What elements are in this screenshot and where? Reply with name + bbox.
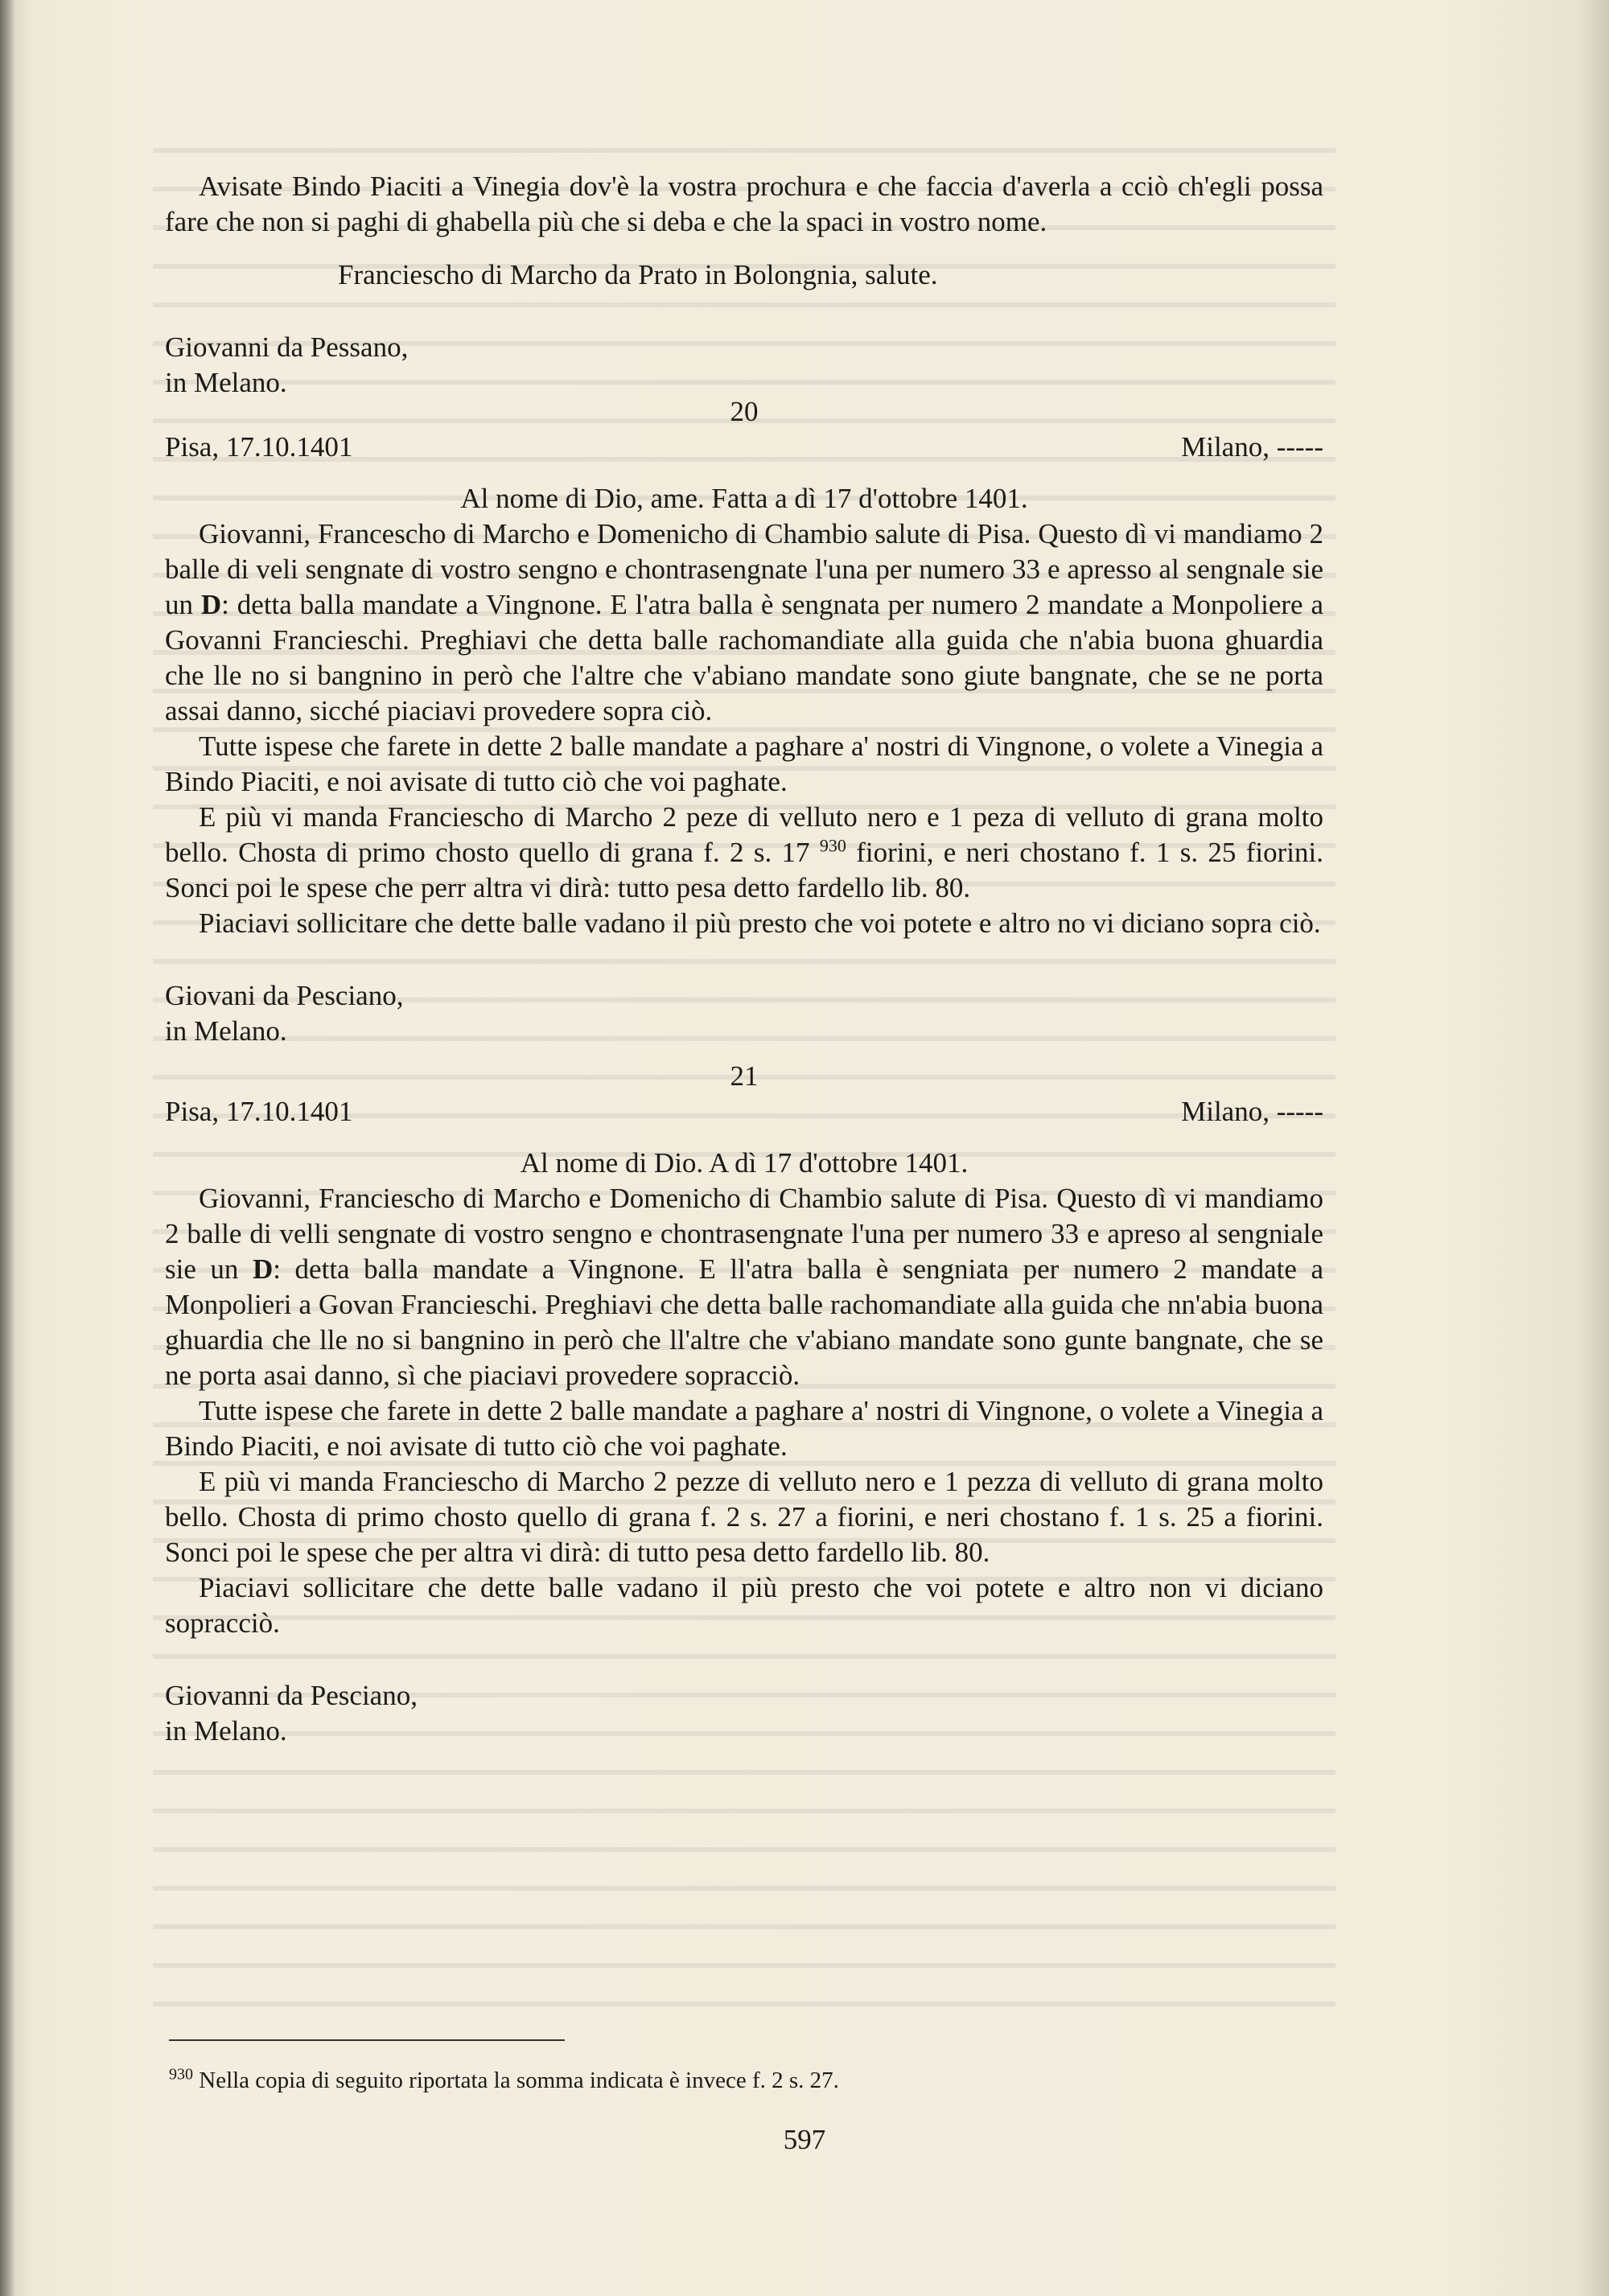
bold-mark: D <box>200 589 222 620</box>
page-body <box>165 169 1323 1749</box>
intro-address <box>165 330 1323 401</box>
letter-20-date-left: Pisa, 17.10.1401 <box>165 431 353 463</box>
letter-21-paragraph-4: Piaciavi sollicitare che dette balle vadano il più presto che voi potete e altro non vi diciano sopracciò. <box>165 1572 1323 1639</box>
intro-salute: Franciescho di Marcho da Prato in Bolongnia, salute. <box>338 259 938 290</box>
address-name: Giovanni da Pessano, <box>165 331 409 363</box>
letter-21-paragraph-3: E più vi manda Franciescho di Marcho 2 pezze di velluto nero e 1 pezza di velluto di grana molto bello. Chosta di primo chosto quello di grana f. 2 s. 27 a fiorini, e neri chostano f. 1 s. 25 a fiorini. Sonci poi le spese che per altra vi dirà: di tutto pesa detto fardello lib. 80. <box>165 1466 1323 1568</box>
text-run: Giovanni, Franciescho di Marcho e Domenicho di Chambio salute di Pisa. Questo dì vi mandiamo 2 balle di velli sengnate di vostro sengno e chontrasengnate l'una per numero 33 e apreso al sengniale sie un <box>165 1183 1323 1285</box>
letter-20-paragraph-3 <box>165 800 1323 906</box>
address-name: Giovani da Pesciano, <box>165 980 404 1011</box>
book-spine-shadow <box>0 0 14 2296</box>
letter-20-title: Al nome di Dio, ame. Fatta a dì 17 d'ottobre 1401. <box>460 483 1028 514</box>
text-run: E più vi manda Franciescho di Marcho 2 peze di velluto nero e 1 peza di velluto di grana molto bello. Chosta di primo chosto quello di grana f. 2 s. 17 <box>165 801 1323 868</box>
letter-20-address <box>165 978 1323 1049</box>
letter-21-paragraph-1 <box>165 1181 1323 1393</box>
address-city: in Melano. <box>165 367 287 398</box>
letter-20-paragraph-4: Piaciavi sollicitare che dette balle vadano il più presto che voi potete e altro no vi diciano sopra ciò. <box>199 907 1321 939</box>
footnote-ref[interactable]: 930 <box>819 835 846 856</box>
footnote-number: 930 <box>169 2065 193 2084</box>
address-city: in Melano. <box>165 1715 287 1747</box>
letter-20-dateline <box>165 430 1323 465</box>
intro-paragraph: Avisate Bindo Piaciti a Vinegia dov'è la vostra prochura e che faccia d'averla a cciò ch'egli possa fare che non si paghi di ghabella più che si deba e che la spaci in vostro nome. <box>165 171 1323 237</box>
text-run: : detta balla mandate a Vingnone. E ll'atra balla è sengniata per numero 2 mandate a Monpolieri a Govan Francieschi. Preghiavi che detta balle rachomandiate alla guida che nn'abia buona ghuardia che lle no si bangnino in però che ll'altre che v'abiano mandate sono gunte bangnate, che se ne porta asai danno, sì che piaciavi provedere sopracciò. <box>165 1253 1323 1391</box>
letter-21-number: 21 <box>730 1060 759 1092</box>
letter-20-paragraph-2: Tutte ispese che farete in dette 2 balle mandate a paghare a' nostri di Vingnone, o volete a Vinegia a Bindo Piaciti, e noi avisate di tutto ciò che voi paghate. <box>165 730 1323 797</box>
address-name: Giovanni da Pesciano, <box>165 1680 418 1711</box>
page-number: 597 <box>783 2124 826 2155</box>
letter-20-number: 20 <box>730 396 759 427</box>
text-run: : detta balla mandate a Vingnone. E l'atra balla è sengnata per numero 2 mandate a Monpoliere a Govanni Francieschi. Preghiavi che detta balle rachomandiate alla guida che n'abia buona ghuardia che lle no si bangnino in però che l'altre che v'abiano mandate sono giute bangnate, che se ne porta assai danno, sicché piaciavi provedere sopra ciò. <box>165 589 1323 726</box>
letter-21-address <box>165 1678 1323 1749</box>
letter-20-date-right: Milano, ----- <box>1181 431 1323 463</box>
bold-mark: D <box>253 1253 274 1285</box>
letter-21-paragraph-2: Tutte ispese che farete in dette 2 balle mandate a paghare a' nostri di Vingnone, o volete a Vinegia a Bindo Piaciti, e noi avisate di tutto ciò che voi paghate. <box>165 1395 1323 1462</box>
text-run: Giovanni, Francescho di Marcho e Domenicho di Chambio salute di Pisa. Questo dì vi mandiamo 2 balle di veli sengnate di vostro sengno e chontrasengnate l'una per numero 33 e apresso al sengnale sie un <box>165 518 1323 620</box>
letter-21-title: Al nome di Dio. A dì 17 d'ottobre 1401. <box>520 1147 969 1179</box>
letter-21-dateline <box>165 1094 1323 1129</box>
address-city: in Melano. <box>165 1015 287 1047</box>
footnote-divider <box>169 2039 565 2041</box>
footnote-text: Nella copia di seguito riportata la somma indicata è invece f. 2 s. 27. <box>193 2068 839 2093</box>
letter-20-paragraph-1 <box>165 516 1323 729</box>
letter-21-date-left: Pisa, 17.10.1401 <box>165 1096 353 1127</box>
footnote <box>169 2065 839 2094</box>
letter-21-date-right: Milano, ----- <box>1181 1096 1323 1127</box>
text-run: fiorini, e neri chostano f. 1 s. 25 fiorini. Sonci poi le spese che perr altra vi dirà: tutto pesa detto fardello lib. 80. <box>165 837 1324 903</box>
